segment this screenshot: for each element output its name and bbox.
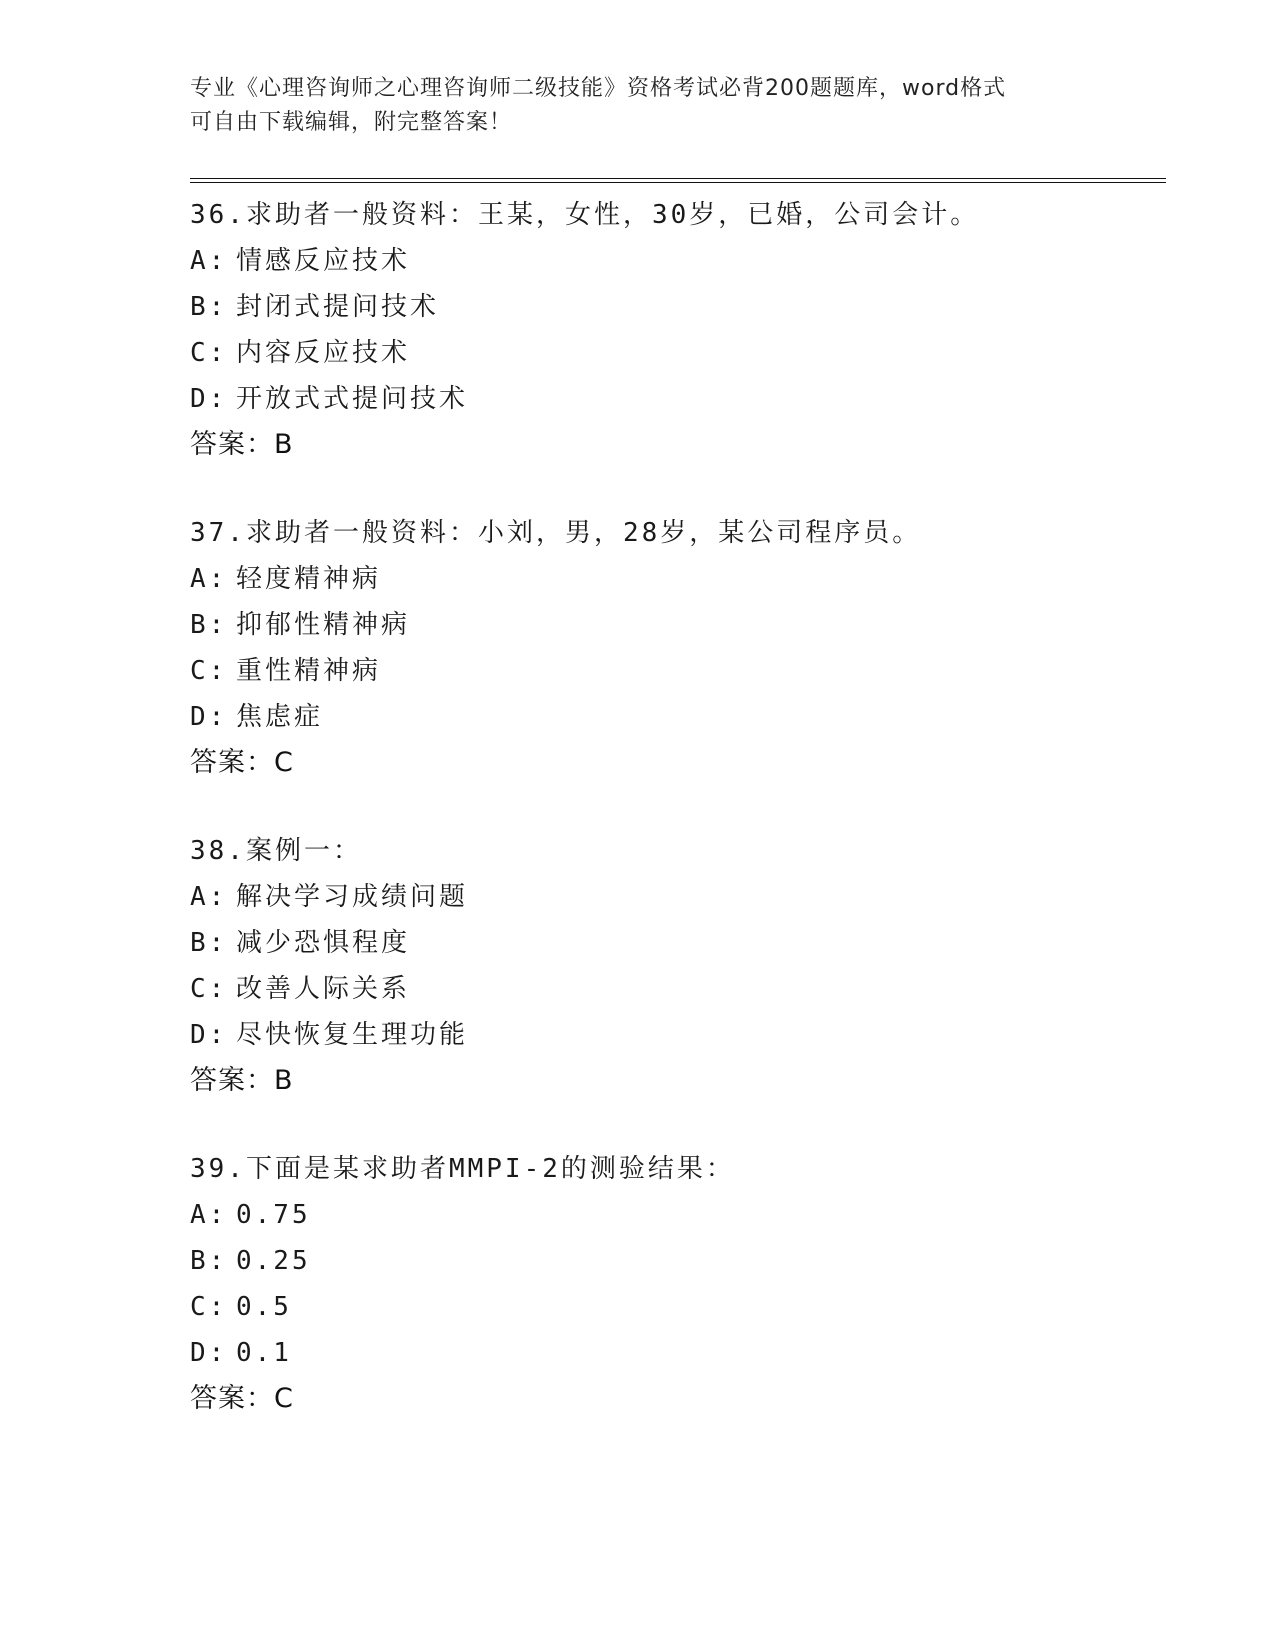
header-title-line-1: 专业《心理咨询师之心理咨询师二级技能》资格考试必背200题题库，word格式 (190, 76, 1007, 101)
option-text: 内容反应技术 (236, 338, 411, 368)
option-letter: C: (190, 338, 228, 368)
answer-value: C (274, 1383, 294, 1414)
question-stem (190, 1146, 1150, 1192)
question-number: 36. (190, 200, 246, 230)
answer-label: 答案： (190, 429, 274, 460)
option-text: 0.25 (236, 1246, 311, 1276)
option-letter: D: (190, 1338, 228, 1368)
question-stem (190, 828, 1150, 874)
question-text: 求助者一般资料：王某，女性，30岁，已婚，公司会计。 (245, 200, 980, 230)
option-b (190, 920, 1150, 966)
option-text: 解决学习成绩问题 (236, 882, 469, 912)
option-b (190, 602, 1150, 648)
header-title-line-2: 可自由下载编辑，附完整答案！ (190, 110, 513, 135)
option-a (190, 874, 1150, 920)
answer-line (190, 1376, 1150, 1422)
answer-value: C (274, 747, 294, 778)
option-letter: C: (190, 1292, 228, 1322)
question-stem (190, 510, 1150, 556)
question-38 (190, 828, 1150, 1104)
option-text: 情感反应技术 (236, 246, 411, 276)
option-letter: A: (190, 1200, 228, 1230)
option-a (190, 238, 1150, 284)
question-text: 下面是某求助者MMPI-2的测验结果： (245, 1154, 735, 1184)
answer-line (190, 422, 1150, 468)
option-b (190, 284, 1150, 330)
option-text: 抑郁性精神病 (236, 610, 411, 640)
question-stem (190, 192, 1150, 238)
option-text: 焦虑症 (236, 702, 324, 732)
option-a (190, 556, 1150, 602)
option-text: 尽快恢复生理功能 (236, 1020, 469, 1050)
header-double-rule (190, 178, 1166, 183)
option-letter: A: (190, 564, 228, 594)
answer-line (190, 1058, 1150, 1104)
option-c (190, 648, 1150, 694)
option-text: 0.75 (236, 1200, 311, 1230)
document-header (190, 72, 1070, 140)
option-letter: A: (190, 246, 228, 276)
option-letter: A: (190, 882, 228, 912)
answer-label: 答案： (190, 747, 274, 778)
option-letter: B: (190, 610, 228, 640)
option-text: 0.5 (236, 1292, 292, 1322)
option-text: 改善人际关系 (236, 974, 411, 1004)
question-number: 37. (190, 518, 246, 548)
option-letter: D: (190, 384, 228, 414)
question-list (190, 192, 1150, 1464)
answer-value: B (274, 429, 294, 460)
option-letter: B: (190, 928, 228, 958)
option-c (190, 966, 1150, 1012)
option-text: 减少恐惧程度 (236, 928, 411, 958)
question-36 (190, 192, 1150, 468)
question-number: 39. (190, 1154, 246, 1184)
option-text: 重性精神病 (236, 656, 382, 686)
option-b (190, 1238, 1150, 1284)
option-letter: D: (190, 702, 228, 732)
question-text: 求助者一般资料：小刘，男，28岁，某公司程序员。 (245, 518, 922, 548)
option-letter: D: (190, 1020, 228, 1050)
option-c (190, 1284, 1150, 1330)
answer-label: 答案： (190, 1383, 274, 1414)
option-letter: C: (190, 656, 228, 686)
question-text: 案例一： (245, 836, 362, 866)
option-letter: B: (190, 1246, 228, 1276)
option-a (190, 1192, 1150, 1238)
question-39 (190, 1146, 1150, 1422)
answer-value: B (274, 1065, 294, 1096)
option-d (190, 376, 1150, 422)
option-letter: B: (190, 292, 228, 322)
option-c (190, 330, 1150, 376)
option-text: 封闭式提问技术 (236, 292, 440, 322)
answer-line (190, 740, 1150, 786)
option-d (190, 1330, 1150, 1376)
answer-label: 答案： (190, 1065, 274, 1096)
option-d (190, 694, 1150, 740)
option-text: 0.1 (236, 1338, 292, 1368)
question-37 (190, 510, 1150, 786)
question-number: 38. (190, 836, 246, 866)
option-letter: C: (190, 974, 228, 1004)
option-text: 开放式式提问技术 (236, 384, 469, 414)
option-text: 轻度精神病 (236, 564, 382, 594)
option-d (190, 1012, 1150, 1058)
